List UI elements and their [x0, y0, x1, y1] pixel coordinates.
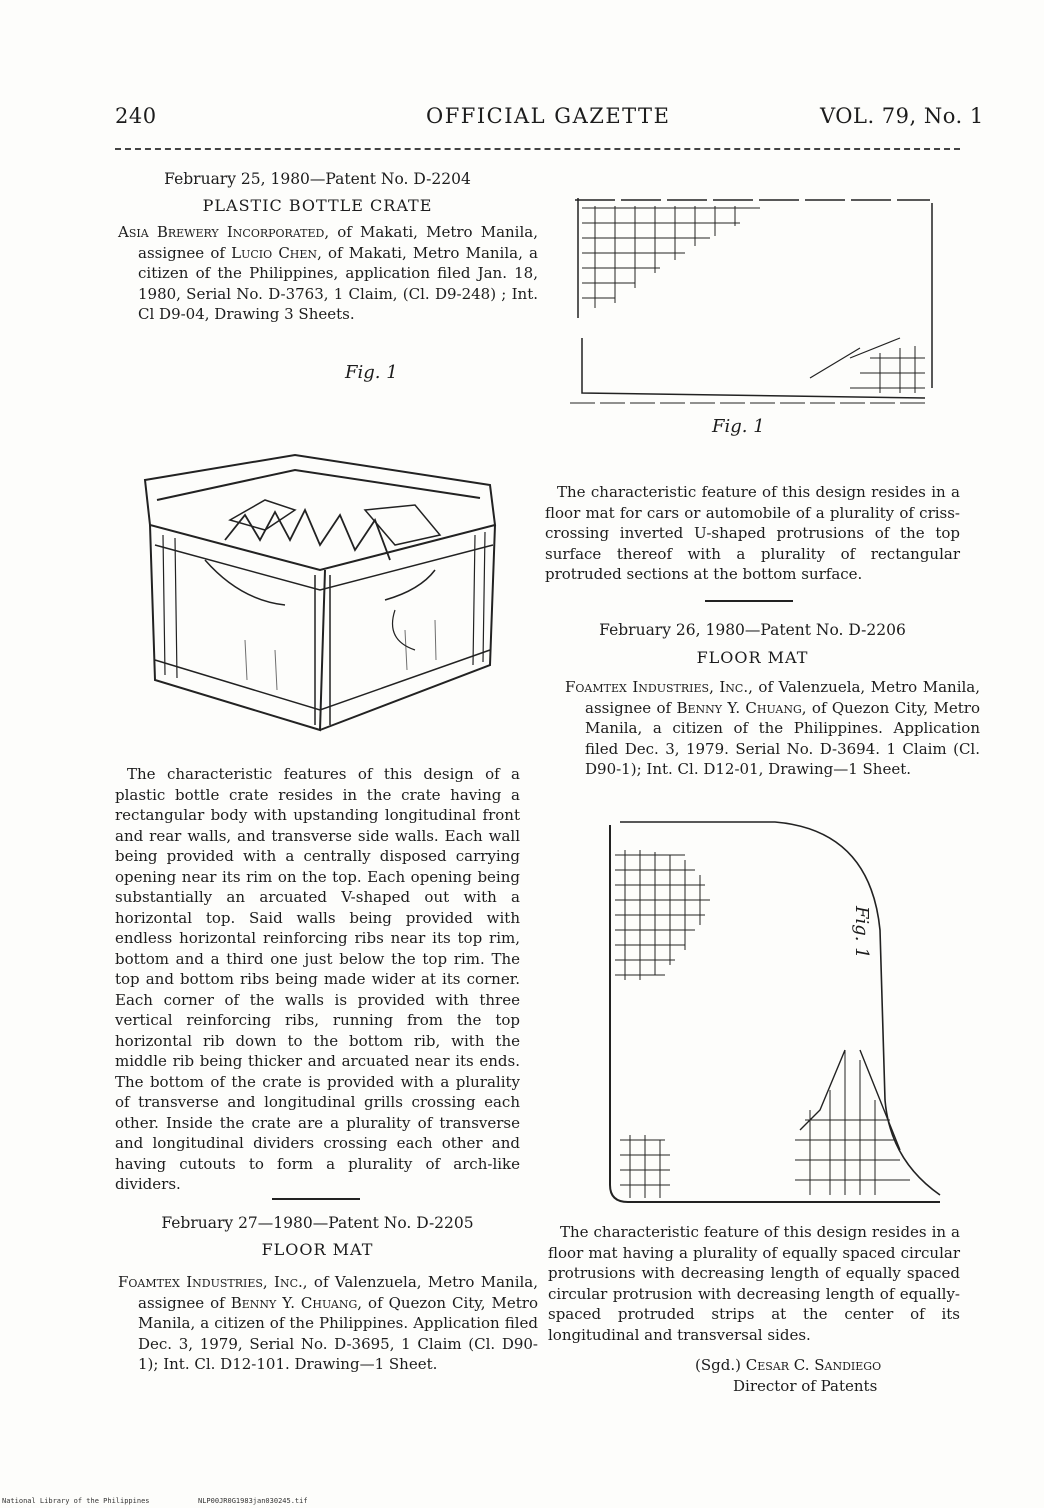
header-rule [115, 148, 960, 150]
floor-mat-2-figure-label: Fig. 1 [851, 906, 872, 959]
entry2-title: FLOOR MAT [261, 1240, 374, 1259]
entry3-title: FLOOR MAT [696, 648, 809, 667]
entry2-date-line: February 27—1980—Patent No. D-2205 [161, 1214, 474, 1232]
floor-mat-drawing-2 [590, 810, 950, 1210]
entry-separator-left [272, 1198, 360, 1200]
entry-separator-right [705, 600, 793, 602]
signature-line [695, 1356, 881, 1374]
signature-sgd: (Sgd.) [695, 1356, 741, 1374]
floor-mat-1-figure-label: Fig. 1 [712, 416, 765, 437]
floor-mat-drawing-1 [560, 188, 945, 438]
entry1-figure-label: Fig. 1 [345, 362, 398, 383]
entry1-title: PLASTIC BOTTLE CRATE [202, 196, 433, 215]
signature-name: Cesar C. Sandiego [745, 1356, 882, 1374]
entry2-applicant: Foamtex Industries, Inc., of Valenzuela, Metro Manila, assignee of Benny Y. Chuang, of Quezon City, Metro Manila, a citizen of the Philippines. Application filed Dec. 3, 1979, Serial No. D-3695, 1 Claim (Cl. D90-1); Int. Cl. D12-101. Drawing—1 Sheet. [118, 1273, 539, 1373]
crate-drawing [135, 440, 520, 740]
entry1-applicant: Asia Brewery Incorporated, of Makati, Metro Manila, assignee of Lucio Chen, of Makati, Metro Manila, a citizen of the Philippines, application filed Jan. 18, 1980, Serial No. D-3763, 1 Claim, (Cl. D9-248) ; Int. Cl D9-04, Drawing 3 Sheets. [118, 223, 538, 323]
entry1-date-line: February 25, 1980—Patent No. D-2204 [164, 170, 471, 188]
page-number: 240 [115, 104, 157, 128]
floor-mat-2-description: The characteristic feature of this design resides in a floor mat having a plurality of equally spaced circular protrusions with decreasing length of equally spaced circular protrusion with decreasing length of equally-spaced protruded strips at the center of its longitudinal and transversal sides. [548, 1223, 960, 1344]
footer-filename: NLP00JR0G1983jan030245.tif [198, 1497, 308, 1505]
entry1-description: The characteristic features of this design of a plastic bottle crate resides in the crate having a rectangular body with upstanding longitudinal front and rear walls, and transverse side walls. Each wall being provided with a centrally disposed carrying opening near its rim on the top. Each opening being substantially an arcuated V-shaped out with a horizontal top. Said walls being provided with endless horizontal reinforcing ribs near its top rim, bottom and a third one just below the top rim. The top and bottom ribs being made wider at its corner. Each corner of the walls is provided with three vertical reinforcing ribs, running from the top horizontal rib down to the bottom rib, with the middle rib being thicker and arcuated near its ends. The bottom of the crate is provided with a plurality of transverse and longitudinal grills crossing each other. Inside the crate are a plurality of transverse and longitudinal dividers crossing each other and having cutouts to form a plurality of arch-like dividers. [115, 765, 520, 1193]
gazette-title: OFFICIAL GAZETTE [426, 104, 671, 128]
entry3-date-line: February 26, 1980—Patent No. D-2206 [599, 621, 906, 639]
footer-library: National Library of the Philippines [2, 1497, 150, 1505]
volume-number: VOL. 79, No. 1 [820, 104, 984, 128]
entry3-applicant: Foamtex Industries, Inc., of Valenzuela, Metro Manila, assignee of Benny Y. Chuang, of Quezon City, Metro Manila, a citizen of the Philippines. Application filed Dec. 3, 1979. Serial No. D-3694. 1 Claim (Cl. D90-1); Int. Cl. D12-01, Drawing—1 Sheet. [565, 678, 980, 778]
floor-mat-1-description: The characteristic feature of this design resides in a floor mat for cars or automobile of a plurality of criss-crossing inverted U-shaped protrusions of the top surface thereof with a plurality of rectangular protruded sections at the bottom surface. [545, 483, 960, 583]
signature-position: Director of Patents [733, 1377, 878, 1395]
